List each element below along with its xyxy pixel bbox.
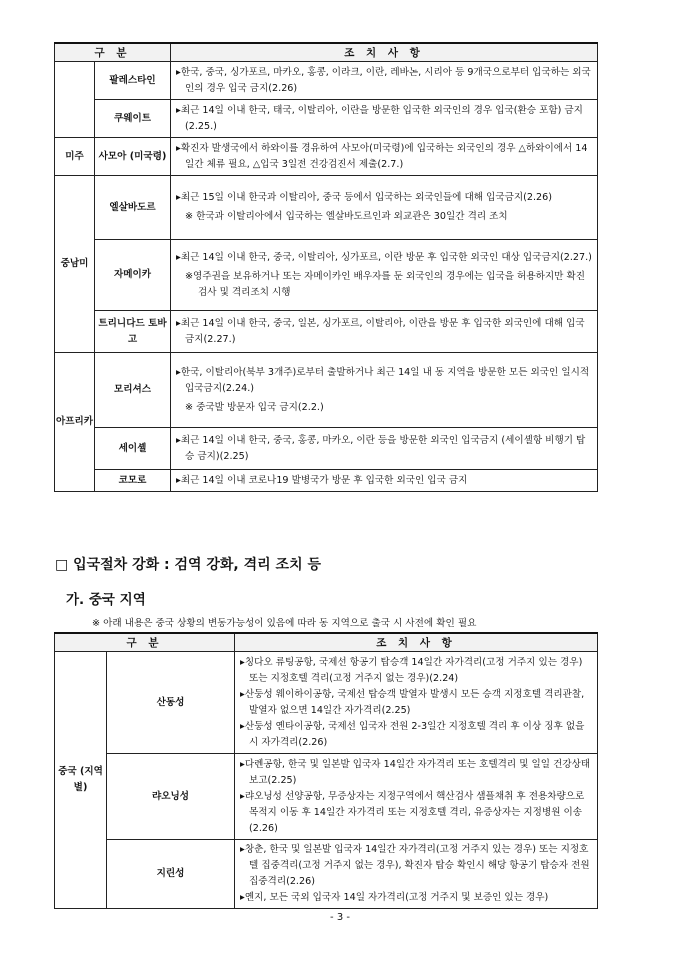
measure-text: ▸최근 14일 이내 한국, 중국, 홍콩, 마카오, 이란 등을 방문한 외국인 입국금지 (세이셸항 비행기 탑승 금지)(2.25) [176, 434, 586, 462]
header-category: 구 분 [55, 43, 171, 62]
table-header-row [55, 633, 598, 652]
country-cell: 세이셸 [95, 428, 171, 470]
country-cell: 사모아 (미국령) [95, 138, 171, 176]
header-measures: 조 치 사 항 [171, 43, 598, 62]
country-cell: 팔레스타인 [95, 62, 171, 100]
measure-text: ▸최근 14일 이내 한국, 중국, 이탈리아, 싱가포르, 이란 방문 후 입국한 외국인 대상 입국금지(2.27.) [176, 251, 592, 263]
country-cell: 코모로 [95, 470, 171, 492]
region-cell: 아프리카 [55, 353, 95, 492]
table-header-row [55, 43, 598, 62]
table-row [55, 470, 598, 492]
table-row [55, 62, 598, 100]
measure-text: ▸다롄공항, 한국 및 일본발 입국자 14일간 자가격리 또는 호텔격리 및 일일 건강상태 보고(2.25) [240, 758, 591, 786]
table-row [55, 176, 598, 240]
measure-text: ▸랴오닝성 선양공항, 무증상자는 지정구역에서 핵산검사 샘플채취 후 전용차량으로 목적지 이동 후 14일간 자가격리 또는 지정호텔 격리, 유증상자는 지정병원 이송(2.26) [240, 790, 585, 834]
subsection-title: 가. 중국 지역 [66, 592, 146, 608]
measure-note: ※ 한국과 이탈리아에서 입국하는 엘살바도르인과 외교관은 30일간 격리 조치 [185, 211, 508, 222]
header-category: 구 분 [55, 633, 235, 652]
measure-text: ▸한국, 중국, 싱가포르, 마카오, 홍콩, 이라크, 이란, 레바논, 시리아 등 9개국으로부터 입국하는 외국인의 경우 입국 금지(2.26) [176, 66, 591, 94]
measure-text: ▸산둥성 웨이하이공항, 국제선 탑승객 발열자 발생시 모든 승객 지정호텔 격리관찰, 발열자 없으면 14일간 자가격리(2.25) [240, 688, 585, 716]
entry-restriction-table-1 [54, 42, 598, 492]
measure-text: ▸한국, 이탈리아(북부 3개주)로부터 출발하거나 최근 14일 내 동 지역을 방문한 모든 외국인 일시적 입국금지(2.24.) [176, 366, 590, 394]
page-number: - 3 - [330, 912, 350, 923]
country-cell: 엘살바도르 [95, 176, 171, 240]
province-cell: 지린성 [107, 840, 235, 909]
notice-text: ※ 아래 내용은 중국 상황의 변동가능성이 있음에 따라 동 지역으로 출국 시 사전에 확인 필요 [92, 618, 477, 629]
province-cell: 산동성 [107, 652, 235, 754]
measure-text: ▸최근 14일 이내 한국, 중국, 일본, 싱가포르, 이탈리아, 이란을 방문 후 입국한 외국인에 대해 입국금지(2.27.) [176, 317, 585, 345]
country-cell: 트리니다드 토바고 [95, 311, 171, 353]
table-row [55, 840, 598, 909]
table-row [55, 353, 598, 428]
measure-text: ▸창춘, 한국 및 일본발 입국자 14일간 자가격리(고정 거주지 있는 경우) 또는 지정호텔 집중격리(고정 거주지 없는 경우), 확진자 탑승 확인시 해당 항공기 탑승자 전원 집중격리(2.26) [240, 844, 590, 887]
table-row [55, 754, 598, 840]
table-row [55, 138, 598, 176]
measure-text: ▸최근 14일 이내 코로나19 발병국가 방문 후 입국한 외국인 입국 금지 [176, 474, 468, 486]
table-row [55, 428, 598, 470]
measure-text: ▸최근 14일 이내 한국, 태국, 이탈리아, 이란을 방문한 입국한 외국인의 경우 입국(환승 포함) 금지(2.25.) [176, 104, 583, 132]
country-cell: 모리셔스 [95, 353, 171, 428]
region-cell: 중국 (지역별) [55, 652, 107, 909]
measure-text: ▸확진자 발생국에서 하와이를 경유하여 사모아(미국령)에 입국하는 외국인의 경우 △하와이에서 14일간 체류 필요, △입국 3일전 건강검진서 제출(2.7.) [176, 142, 588, 170]
table-row [55, 240, 598, 311]
table-row [55, 100, 598, 138]
province-cell: 랴오닝성 [107, 754, 235, 840]
country-cell: 자메이카 [95, 240, 171, 311]
measure-note: ※ 중국발 방문자 입국 금지(2.2.) [185, 401, 324, 413]
country-cell: 쿠웨이트 [95, 100, 171, 138]
table-row [55, 311, 598, 353]
header-measures: 조 치 사 항 [235, 633, 598, 652]
measure-text: ▸옌지, 모든 국외 입국자 14일 자가격리(고정 거주지 및 보증인 있는 경우) [240, 892, 549, 903]
region-cell-middle-east [55, 62, 95, 138]
table-row [55, 652, 598, 754]
china-regional-table [54, 632, 598, 909]
section-title: □ 입국절차 강화 : 검역 강화, 격리 조치 등 [55, 557, 321, 573]
measure-text: ▸최근 15일 이내 한국과 이탈리아, 중국 등에서 입국하는 외국인들에 대해 입국금지(2.26) [176, 192, 552, 203]
region-cell: 미주 [55, 138, 95, 176]
measure-text: ▸칭다오 류팅공항, 국제선 항공기 탑승객 14일간 자가격리(고정 거주지 있는 경우) 또는 지정호텔 격리(고정 거주지 없는 경우)(2.24) [240, 656, 583, 684]
measure-text: ▸산둥성 옌타이공항, 국제선 입국자 전원 2-3일간 지정호텔 격리 후 이상 징후 없을 시 자가격리(2.26) [240, 720, 585, 748]
measure-note: ※영주권을 보유하거나 또는 자메이카인 배우자를 둔 외국인의 경우에는 입국을 허용하지만 확진검사 및 격리조치 시행 [185, 270, 585, 298]
region-cell: 중남미 [55, 176, 95, 353]
